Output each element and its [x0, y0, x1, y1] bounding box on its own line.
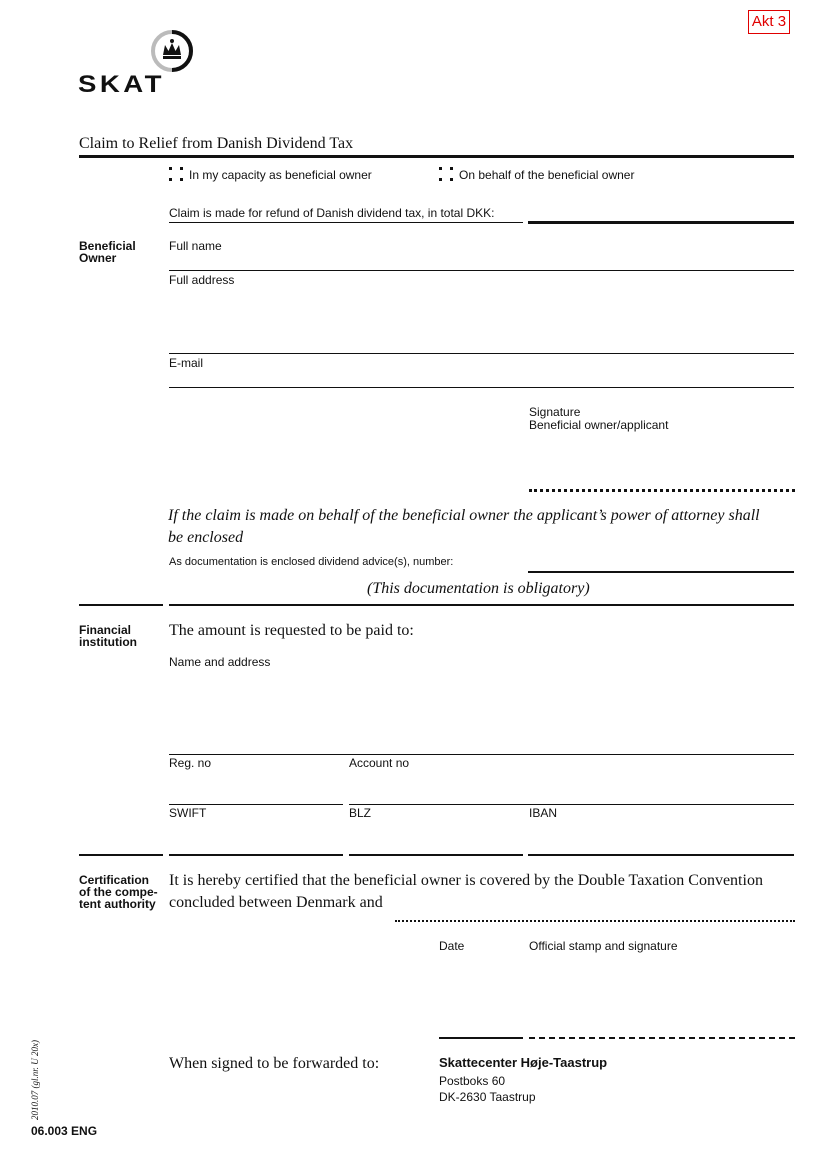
date-field[interactable]: [439, 1037, 523, 1039]
forward-box: Postboks 60: [439, 1074, 506, 1088]
form-number: 06.003 ENG: [31, 1124, 98, 1138]
country-field[interactable]: [395, 920, 795, 922]
full-address-field[interactable]: [169, 353, 794, 354]
title-rule: [79, 155, 794, 158]
full-name-label: Full name: [169, 239, 222, 253]
claim-rule: [169, 222, 523, 223]
capacity-own-label: In my capacity as beneficial owner: [189, 168, 372, 182]
iban-field[interactable]: [528, 854, 794, 856]
iban-label: IBAN: [529, 806, 558, 820]
stamp-signature-field[interactable]: [529, 1037, 795, 1039]
reg-no-label: Reg. no: [169, 756, 212, 770]
signature-sublabel: Beneficial owner/applicant: [529, 418, 669, 432]
account-no-field[interactable]: [349, 804, 794, 805]
swift-label: SWIFT: [169, 806, 207, 820]
skat-logo: SKAT: [78, 71, 165, 98]
form-title: Claim to Relief from Danish Dividend Tax: [79, 135, 354, 152]
stamp-signature-label: Official stamp and signature: [529, 939, 678, 953]
requested-label: The amount is requested to be paid to:: [169, 622, 414, 639]
documentation-label: As documentation is enclosed dividend advice(s), number:: [169, 556, 454, 568]
forward-label: When signed to be forwarded to:: [169, 1055, 380, 1072]
section-rule-right: [169, 604, 794, 606]
date-label: Date: [439, 939, 465, 953]
claim-amount-field[interactable]: [528, 221, 794, 224]
account-no-label: Account no: [349, 756, 410, 770]
swift-field[interactable]: [169, 854, 343, 856]
capacity-behalf-label: On behalf of the beneficial owner: [459, 168, 635, 182]
section-rule-left-2: [79, 854, 163, 856]
name-address-label: Name and address: [169, 655, 271, 669]
power-of-attorney-note: If the claim is made on behalf of the beneficial owner the applicant’s power of attorney shall be enclosed: [168, 507, 760, 546]
forward-city: DK-2630 Taastrup: [439, 1090, 536, 1104]
section-certification: Certification of the compe-tent authority: [79, 873, 158, 911]
name-address-field[interactable]: [169, 754, 794, 755]
side-note: 2010.07 (gl.nr. U 20x): [30, 1040, 40, 1120]
reg-no-field[interactable]: [169, 804, 343, 805]
obligatory-note: (This documentation is obligatory): [367, 580, 590, 597]
section-rule-left: [79, 604, 163, 606]
signature-label: Signature: [529, 405, 581, 419]
signature-field[interactable]: [529, 489, 795, 492]
claim-total-label: Claim is made for refund of Danish dividend tax, in total DKK:: [169, 206, 495, 220]
checkbox-behalf[interactable]: [439, 167, 453, 181]
forward-org: Skattecenter Høje-Taastrup: [439, 1055, 608, 1070]
blz-field[interactable]: [349, 854, 523, 856]
blz-label: BLZ: [349, 806, 372, 820]
certification-line2: concluded between Denmark and: [169, 894, 383, 911]
full-address-label: Full address: [169, 273, 235, 287]
section-financial: Financial institution: [79, 623, 137, 649]
checkbox-own[interactable]: [169, 167, 183, 181]
certification-line1: It is hereby certified that the beneficial owner is covered by the Double Taxation Convention: [169, 872, 763, 889]
crown-icon: [150, 29, 194, 73]
section-beneficial-owner: Beneficial Owner: [79, 239, 136, 265]
email-field[interactable]: [169, 387, 794, 388]
akt-stamp: Akt 3: [748, 10, 790, 34]
email-label: E-mail: [169, 356, 204, 370]
full-name-field[interactable]: [169, 270, 794, 271]
documentation-count-field[interactable]: [528, 571, 794, 573]
